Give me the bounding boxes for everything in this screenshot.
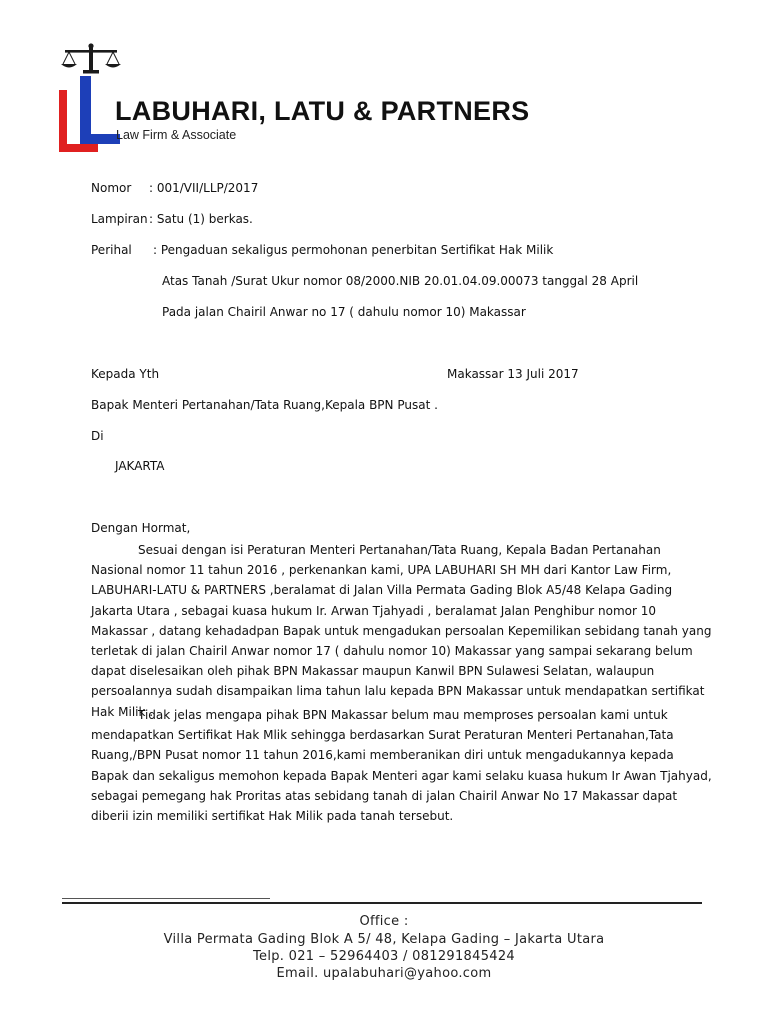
paragraph-1: Sesuai dengan isi Peraturan Menteri Pertanahan/Tata Ruang, Kepala Badan Pertanahan Nasional nomor 11 tahun 2016 , perkenankan kami, UPA LABUHARI SH MH dari Kantor Law Firm, LABUHARI-LATU & PARTNERS ,beralamat di Jalan Villa Permata Gading Blok A5/48 Kelapa Gading Jakarta Utara , sebagai kuasa hukum Ir. Arwan Tjahyadi , beralamat Jalan Penghibur nomor 10 Makassar , datang kehadadpan Bapak untuk mengadukan persoalan Kepemilikan sebidang tanah yang terletak di jalan Chairil Anwar nomor 17 ( dahulu nomor 10) Makassar yang sampai sekarang belum dapat diselesaikan oleh pihak BPN Makassar maupun Kanwil BPN Sulawesi Selatan, walaupun persoalannya sudah disampaikan lima tahun lalu kepada BPN Makassar untuk mendapatkan sertifikat Hak Milik . bbox=[91, 543, 712, 719]
footer-address: Villa Permata Gading Blok A 5/ 48, Kelapa Gading – Jakarta Utara bbox=[163, 932, 605, 947]
di-label: Di bbox=[91, 429, 104, 443]
greeting: Dengan Hormat, bbox=[91, 521, 191, 535]
nomor-label: Nomor bbox=[91, 181, 132, 195]
footer-phone: Telp. 021 – 52964403 / 081291845424 bbox=[252, 949, 515, 964]
footer-divider bbox=[62, 902, 702, 904]
place-date: Makassar 13 Juli 2017 bbox=[447, 367, 579, 381]
paragraph-2: Tidak jelas mengapa pihak BPN Makassar belum mau memproses persoalan kami untuk mendapatkan Sertifikat Hak Mlik sehingga berdasarkan Surat Peraturan Menteri Pertanahan,Tata Ruang,/BPN Pusat nomor 11 tahun 2016,kami memberanikan diri untuk mengadukannya kepada Bapak dan sekaligus memohon kepada Bapak Menteri agar kami selaku kuasa hukum Ir Awan Tjahyad, sebagai pemegang hak Proritas atas sebidang tanah di jalan Chairil Anwar No 17 Makassar dapat diberii izin memiliki sertifikat Hak Milik pada tanah tersebut. bbox=[91, 708, 712, 824]
perihal-label: Perihal bbox=[91, 243, 132, 257]
logo-blue-l bbox=[80, 76, 120, 144]
city: JAKARTA bbox=[115, 459, 165, 473]
addressee: Bapak Menteri Pertanahan/Tata Ruang,Kepala BPN Pusat . bbox=[91, 398, 438, 412]
firm-tagline: Law Firm & Associate bbox=[116, 128, 237, 142]
footer-email: Email. upalabuhari@yahoo.com bbox=[276, 966, 492, 981]
firm-name: LABUHARI, LATU & PARTNERS bbox=[115, 96, 530, 126]
footer-divider-thin bbox=[62, 898, 270, 899]
kepada-yth: Kepada Yth bbox=[91, 367, 160, 381]
scales-of-justice-icon bbox=[61, 43, 121, 73]
perihal-line-2: Atas Tanah /Surat Ukur nomor 08/2000.NIB 20.01.04.09.00073 tanggal 28 April bbox=[162, 274, 639, 288]
footer-office-label: Office : bbox=[359, 914, 409, 929]
lampiran-value: : Satu (1) berkas. bbox=[149, 212, 253, 226]
perihal-line-3: Pada jalan Chairil Anwar no 17 ( dahulu nomor 10) Makassar bbox=[162, 305, 526, 319]
perihal-value: : Pengaduan sekaligus permohonan penerbitan Sertifikat Hak Milik bbox=[153, 243, 554, 257]
lampiran-label: Lampiran bbox=[91, 212, 148, 226]
nomor-value: : 001/VII/LLP/2017 bbox=[149, 181, 259, 195]
